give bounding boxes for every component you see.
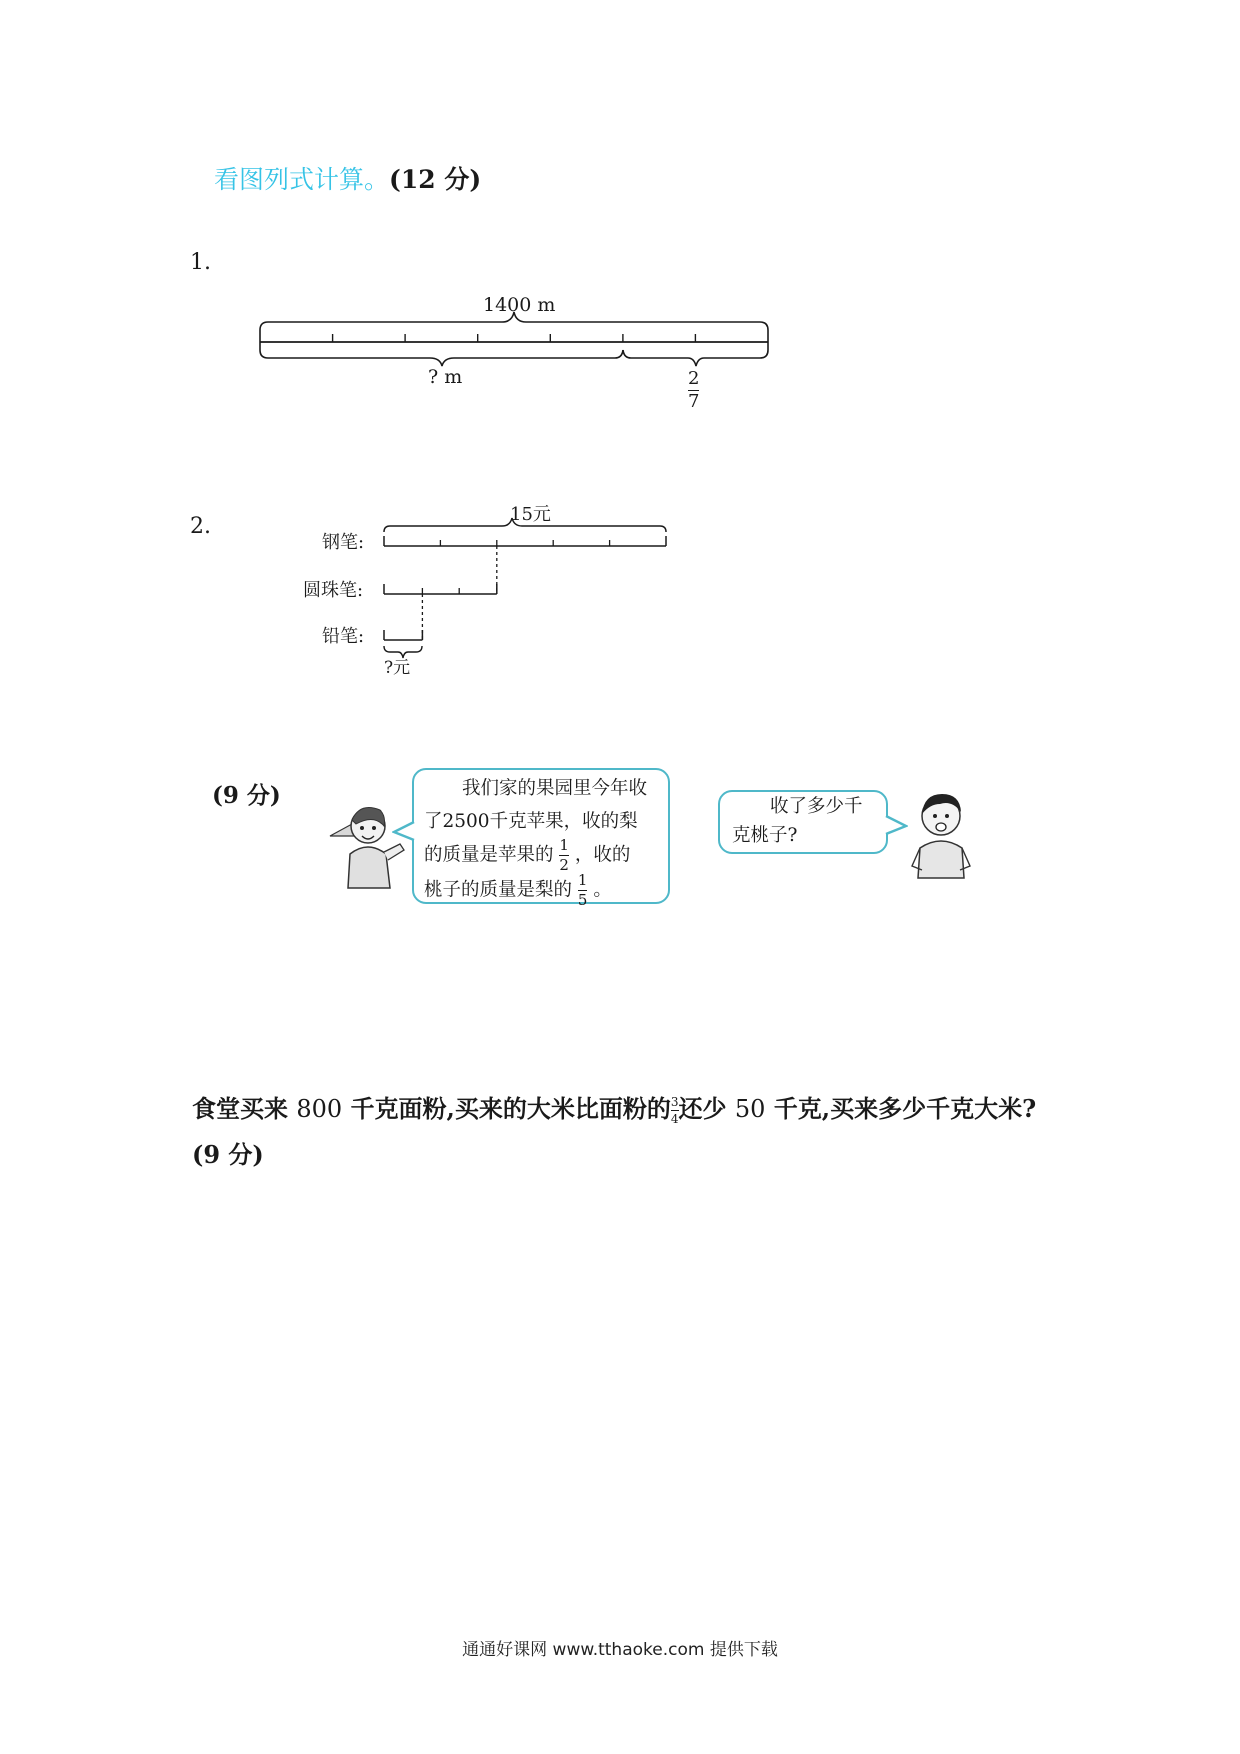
q1-fraction xyxy=(688,370,699,411)
girl-bubble-line2: 了2500千克苹果，收的梨 xyxy=(424,811,638,832)
q1-total-label: 1400 m xyxy=(483,294,556,316)
q2-row-pencil: 铅笔: xyxy=(322,626,365,647)
section-title: 看图列式计算。 xyxy=(214,165,390,194)
section-heading xyxy=(214,160,481,196)
girl-bubble-fraction-half: $\frac{1}{2}$ xyxy=(559,836,569,874)
q1-number: 1. xyxy=(190,250,211,275)
page-footer: 通通好课网 www.tthaoke.com 提供下载 xyxy=(462,1640,778,1660)
q2-total-label: 15元 xyxy=(510,504,551,525)
q2-row-ballpoint: 圆珠笔: xyxy=(303,580,364,601)
q1-fraction-denominator: 7 xyxy=(688,391,700,412)
girl-bubble-line4: 桃子的质量是梨的 $\frac{1}{5}$ 。 xyxy=(424,871,612,909)
q4-number-50: 50 xyxy=(734,1095,766,1123)
girl-speech-bubble xyxy=(412,768,670,909)
boy-speech-bubble xyxy=(718,790,888,854)
q1-fraction-numerator: 2 xyxy=(688,368,700,389)
q4-number-800: 800 xyxy=(296,1095,343,1123)
boy-illustration xyxy=(906,786,976,886)
boy-bubble-line1: 收了多少千 xyxy=(770,796,863,817)
boy-bubble-tail xyxy=(884,814,908,838)
q4-problem-text: 食堂买来 800 千克面粉,买来的大米比面粉的 $\frac{3}{4}$ 还少 50 千克,买来多少千克大米?(9 分) xyxy=(192,1094,1037,1169)
boy-bubble-line2: 克桃子? xyxy=(732,825,798,846)
girl-bubble-line1: 我们家的果园里今年收 xyxy=(462,778,648,799)
q4-points: (9 分) xyxy=(192,1140,264,1169)
q1-unknown-label: ? m xyxy=(428,366,463,388)
q2-line-diagram xyxy=(370,510,680,670)
q1-bottom-brace-right xyxy=(623,350,768,366)
girl-bubble-fraction-fifth: $\frac{1}{5}$ xyxy=(577,871,588,909)
section-points: (12 分) xyxy=(389,165,482,194)
q1-bottom-brace-left xyxy=(260,350,623,366)
girl-bubble-line3: 的质量是苹果的 $\frac{1}{2}$ ，收的 xyxy=(424,836,631,874)
q2-unknown-label: ?元 xyxy=(384,658,411,678)
girl-bubble-tail xyxy=(392,820,416,844)
q2-row-pen: 钢笔: xyxy=(322,532,365,553)
girl-illustration xyxy=(320,796,410,896)
q3-points: (9 分) xyxy=(212,782,281,809)
q2-number: 2. xyxy=(190,514,211,539)
q4-fraction: $\frac{3}{4}$ xyxy=(670,1095,679,1126)
